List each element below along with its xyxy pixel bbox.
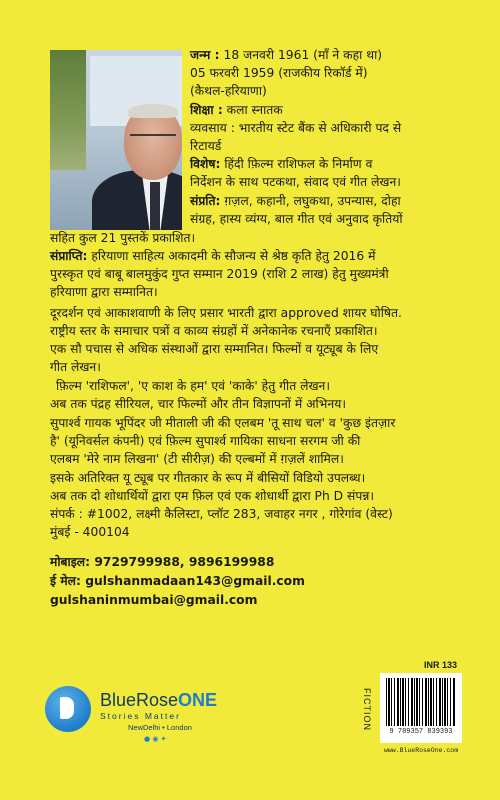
para-youtube: इसके अतिरिक्त यू ट्यूब पर गीतकार के रूप में बीसियों विडियो उपलब्ध। — [50, 471, 366, 485]
para-publications: राष्ट्रीय स्तर के समाचार पत्रों व काव्य संग्रहों में अनेकानेक रचनाएँ प्रकाशित। — [50, 324, 378, 338]
birth-value: 18 जनवरी 1961 (माँ ने कहा था) — [223, 48, 383, 62]
email-line — [50, 572, 305, 590]
barcode-bars — [386, 678, 456, 726]
special-label: विशेष: — [190, 157, 221, 171]
publisher-name-one: ONE — [178, 690, 218, 710]
bluerose-logo-icon — [45, 686, 91, 732]
publisher-tagline: Stories Matter — [100, 711, 181, 721]
education-value: कला स्नातक — [226, 103, 283, 117]
education-line — [190, 101, 283, 119]
honors-line-1 — [50, 247, 375, 265]
current-line-2: संग्रह, हास्य व्यंग्य, बाल गीत एवं अनुवाद कृतियों — [190, 212, 403, 226]
para-acting: अब तक पंद्रह सीरियल, चार फिल्मों और तीन विज्ञापनों में अभिनय। — [50, 397, 347, 411]
mobile-label: मोबाइल: — [50, 555, 91, 569]
occupation-line-1: व्यवसाय : भारतीय स्टेट बैंक से अधिकारी पद से — [190, 121, 402, 135]
genre-label: FICTION — [362, 688, 372, 731]
isbn-barcode — [380, 673, 462, 743]
occupation-line-2: रिटायर्ड — [190, 139, 222, 153]
para-research: अब तक दो शोधार्थियों द्वारा एम फ़िल एवं एक शोधार्थी द्वारा Ph D संपन्न। — [50, 489, 375, 503]
para-albums-line-1: सुपार्श्व गायक भूपिंदर जी मीताली जी की एलबम 'तू साथ चल' व 'कुछ इंतज़ार — [50, 416, 396, 430]
birth-line-3: (कैथल-हरियाणा) — [190, 84, 267, 98]
publisher-name — [100, 690, 217, 711]
social-icons: ● ◉ ✦ — [144, 735, 167, 743]
publisher-website[interactable]: www.BlueRoseOne.com — [384, 747, 459, 754]
para-honored-line-1: एक सौ पचास से अधिक संस्थाओं द्वारा सम्मानित। फिल्मों व यूट्यूब के लिए — [50, 342, 379, 356]
para-film-songs: फ़िल्म 'राशिफल', 'ए काश के हम' एवं 'काके' हेतु गीत लेखन। — [56, 379, 331, 393]
honors-line-3: हरियाणा द्वारा सम्मानित। — [50, 285, 158, 299]
special-value: हिंदी फ़िल्म राशिफल के निर्माण व — [224, 157, 373, 171]
education-label: शिक्षा : — [190, 103, 223, 117]
email-value-1[interactable]: gulshanmadaan143@gmail.com — [85, 574, 305, 588]
para-honored-line-2: गीत लेखन। — [50, 360, 101, 374]
mobile-line — [50, 553, 274, 571]
current-value: ग़ज़ल, कहानी, लघुकथा, उपन्यास, दोहा — [224, 194, 401, 208]
isbn-number: 9 789357 839393 — [389, 728, 453, 736]
para-doordarshan: दूरदर्शन एवं आकाशवाणी के लिए प्रसार भारती द्वारा approved शायर घोषित. — [50, 306, 402, 320]
publisher-name-main: BlueRose — [100, 690, 179, 710]
birth-label: जन्म : — [190, 48, 220, 62]
address-line-2: मुंबई - 400104 — [50, 525, 130, 539]
birth-line-1 — [190, 46, 382, 64]
email-label: ई मेल: — [50, 574, 81, 588]
honors-label: संप्राप्ति: — [50, 249, 88, 263]
birth-line-2: 05 फरवरी 1959 (राजकीय रिकॉर्ड में) — [190, 66, 368, 80]
special-line-2: निर्देशन के साथ पटकथा, संवाद एवं गीत लेखन। — [190, 175, 401, 189]
email-value-2[interactable]: gulshaninmumbai@gmail.com — [50, 593, 258, 607]
author-photo — [50, 50, 182, 230]
price-label: INR 133 — [424, 660, 458, 670]
mobile-value: 9729799988, 9896199988 — [94, 555, 275, 569]
para-albums-line-2: है' (यूनिवर्सल कंपनी) एवं फ़िल्म सुपार्श्व गायिका साधना सरगम जी की — [50, 434, 361, 448]
para-albums-line-3: एलबम 'मेरे नाम लिखना' (टी सीरीज़) की एल्बमों में ग़ज़लें शामिल। — [50, 452, 344, 466]
address-line-1: संपर्क : #1002, लक्ष्मी कैलिस्टा, प्लॉट 283, जवाहर नगर , गोरेगांव (वेस्ट) — [50, 507, 393, 521]
current-line-1 — [190, 192, 401, 210]
honors-line-2: पुरस्कृत एवं बाबू बालमुकुंद गुप्त सम्मान 2019 (राशि 2 लाख) हेतु मुख्यमंत्री — [50, 267, 389, 281]
special-line-1 — [190, 155, 372, 173]
honors-value: हरियाणा साहित्य अकादमी के सौजन्य से श्रेष्ठ कृति हेतु 2016 में — [91, 249, 376, 263]
current-line-3: सहित कुल 21 पुस्तकें प्रकाशित। — [50, 231, 196, 245]
publisher-locations: NewDelhi • London — [128, 723, 192, 732]
current-label: संप्रति: — [190, 194, 221, 208]
